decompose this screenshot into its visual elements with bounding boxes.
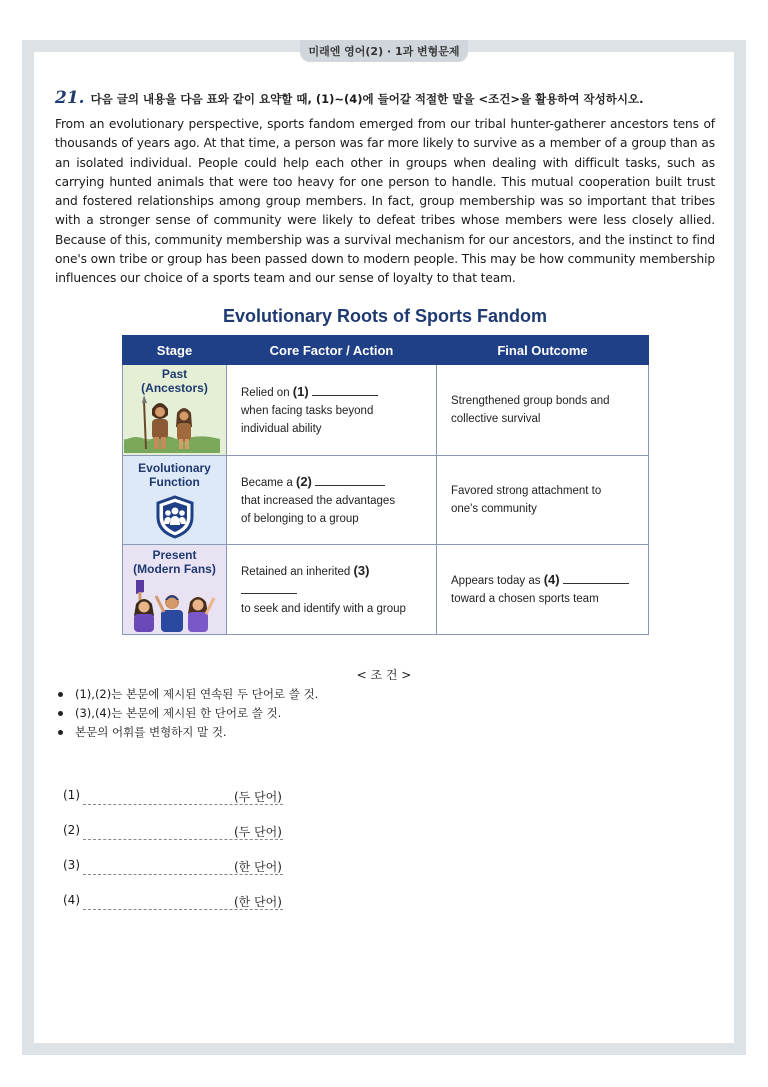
blank-1-label: (1) — [292, 383, 309, 399]
stage-title: Past — [161, 367, 188, 381]
table-row — [123, 365, 649, 456]
stage-cell-past — [123, 365, 227, 456]
action-cell-1 — [227, 365, 437, 456]
answer-section — [63, 788, 293, 928]
outcome-text: Favored strong attachment to — [451, 485, 602, 497]
answer-number: (2) — [63, 823, 80, 837]
answer-number: (3) — [63, 858, 80, 872]
condition-item: (1),(2)는 본문에 제시된 연속된 두 단어로 쓸 것. — [55, 685, 318, 704]
header-stage: Stage — [123, 336, 227, 365]
action-line — [241, 383, 422, 402]
action-line — [241, 473, 422, 492]
table-row — [123, 545, 649, 635]
question-block — [55, 88, 715, 289]
stage-subtitle: (Ancestors) — [141, 381, 208, 395]
action-text: of belonging to a group — [241, 512, 359, 525]
stage-subtitle: (Modern Fans) — [133, 561, 216, 576]
stage-label — [124, 367, 225, 395]
answer-number: (4) — [63, 893, 80, 907]
stage-label — [124, 461, 225, 489]
outcome-text: toward a chosen sports team — [451, 593, 599, 605]
answer-hint: (한 단어) — [234, 895, 282, 909]
action-text: to seek and identify with a group — [241, 602, 406, 615]
conditions-list — [55, 685, 318, 742]
ancestors-illustration — [124, 395, 220, 453]
answer-row — [63, 858, 293, 893]
blank-4-label: (4) — [543, 572, 560, 587]
stage-subtitle: Function — [149, 475, 200, 489]
outcome-cell-2 — [437, 456, 649, 545]
conditions-title: < 조 건 > — [356, 668, 412, 682]
sports-fans-illustration — [124, 576, 220, 632]
header-title: 미래엔 영어(2) · 1과 변형문제 — [300, 40, 468, 62]
figure-title: Evolutionary Roots of Sports Fandom — [222, 306, 547, 326]
action-cell-3 — [227, 545, 437, 635]
action-text: that increased the advantages — [241, 494, 396, 507]
blank-3-label: (3) — [353, 562, 370, 578]
answer-hint: (두 단어) — [234, 790, 282, 804]
stage-cell-present — [123, 545, 227, 635]
action-text: Became a — [241, 476, 293, 489]
blank-3-line — [241, 581, 297, 594]
answer-row — [63, 823, 293, 858]
blank-4-line — [563, 571, 629, 584]
reading-passage: From an evolutionary perspective, sports fandom emerged from our tribal hunter-gatherer ancestors tens of thousands of years ago. At that time, a person was far more likely to survive as a member of a group than as an isolated individual. People could help each other in groups when dealing with difficult tasks, such as carrying hunted animals that were too heavy for one person to handle. This mutual cooperation built trust and fostered relationships among group members. In fact, group membership was so important that tribes with a stronger sense of community were likely to defeat tribes whose members were less closely allied. Because of this, community membership was a survival mechanism for our ancestors, and the instinct to find one's own tribe or group has been passed down to modern people. This may be how community membership influences our choice of a sports team and our sense of loyalty to that team. — [55, 117, 715, 286]
action-text: individual ability — [241, 422, 322, 435]
outcome-text: Strengthened group bonds and — [451, 395, 610, 407]
outcome-text: one's community — [451, 503, 537, 515]
question-prompt: 다음 글의 내용을 다음 표와 같이 요약할 때, (1)~(4)에 들어갈 적절한 말을 <조건>을 활용하여 작성하시오. — [90, 92, 644, 106]
question-header — [55, 88, 715, 108]
blank-1-line — [312, 383, 378, 396]
outcome-cell-3 — [437, 545, 649, 635]
answer-row — [63, 893, 293, 928]
group-shield-icon — [155, 495, 195, 539]
outcome-cell-1 — [437, 365, 649, 456]
header-core-factor: Core Factor / Action — [227, 336, 437, 365]
stage-label — [124, 548, 225, 576]
answer-row — [63, 788, 293, 823]
stage-title: Present — [152, 547, 197, 562]
action-line — [241, 562, 422, 600]
outcome-line — [451, 571, 634, 590]
answer-hint: (한 단어) — [234, 860, 282, 874]
action-text: Relied on — [241, 386, 290, 399]
answer-number: (1) — [63, 788, 80, 802]
stage-cell-function — [123, 456, 227, 545]
stage-title: Evolutionary — [138, 461, 211, 475]
summary-table — [122, 335, 649, 635]
outcome-text: Appears today as — [451, 575, 541, 587]
header-final-outcome: Final Outcome — [437, 336, 649, 365]
blank-2-label: (2) — [295, 473, 312, 489]
condition-item: 본문의 어휘를 변형하지 말 것. — [55, 723, 318, 742]
action-cell-2 — [227, 456, 437, 545]
condition-item: (3),(4)는 본문에 제시된 한 단어로 쓸 것. — [55, 704, 318, 723]
answer-hint: (두 단어) — [234, 825, 282, 839]
question-number: 21. — [55, 88, 85, 108]
summary-figure — [122, 298, 648, 628]
table-row — [123, 456, 649, 545]
blank-2-line — [315, 473, 385, 486]
action-text: Retained an inherited — [241, 565, 351, 578]
outcome-text: collective survival — [451, 413, 541, 425]
table-header-row — [123, 336, 649, 365]
action-text: when facing tasks beyond — [241, 404, 374, 417]
